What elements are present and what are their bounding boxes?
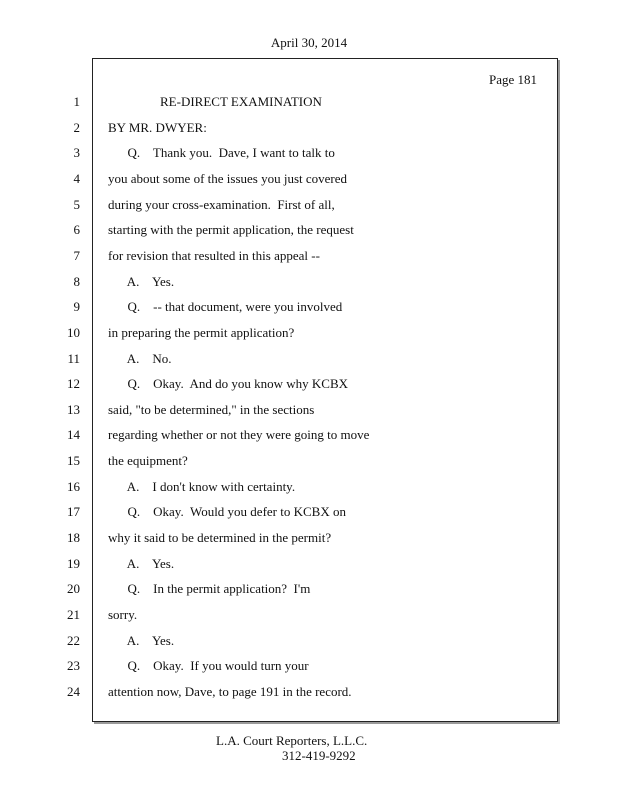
line-number: 20 bbox=[67, 581, 80, 596]
transcript-line-text: sorry. bbox=[108, 607, 138, 622]
transcript-line-text: why it said to be determined in the permit? bbox=[108, 530, 332, 545]
transcript-line-text: Q. Okay. Would you defer to KCBX on bbox=[108, 504, 346, 519]
transcript-line-text: during your cross-examination. First of all, bbox=[108, 197, 335, 212]
line-number: 15 bbox=[67, 453, 80, 468]
transcript-line-text: said, "to be determined," in the sections bbox=[108, 402, 315, 417]
line-number: 24 bbox=[67, 684, 80, 699]
court-reporter-company: L.A. Court Reporters, L.L.C. bbox=[216, 733, 368, 748]
transcript-line-text: attention now, Dave, to page 191 in the record. bbox=[108, 684, 352, 699]
transcript-line-text: A. No. bbox=[108, 351, 172, 366]
line-number: 4 bbox=[73, 171, 80, 186]
line-number: 19 bbox=[67, 556, 80, 571]
transcript-line-text: A. Yes. bbox=[108, 274, 175, 289]
line-number: 16 bbox=[67, 479, 80, 494]
line-number: 2 bbox=[73, 120, 80, 135]
transcript-line-text: the equipment? bbox=[108, 453, 188, 468]
transcript-line-text: Q. Thank you. Dave, I want to talk to bbox=[108, 145, 335, 160]
line-number: 7 bbox=[73, 248, 80, 263]
line-number: 21 bbox=[67, 607, 80, 622]
transcript-date: April 30, 2014 bbox=[270, 35, 348, 50]
line-number: 9 bbox=[73, 299, 80, 314]
transcript-line-text: Q. In the permit application? I'm bbox=[108, 581, 311, 596]
line-number: 6 bbox=[73, 222, 80, 237]
line-number: 11 bbox=[67, 351, 80, 366]
line-number: 10 bbox=[67, 325, 80, 340]
transcript-line-text: in preparing the permit application? bbox=[108, 325, 295, 340]
transcript-line-text: starting with the permit application, the request bbox=[108, 222, 354, 237]
transcript-line-text: you about some of the issues you just covered bbox=[108, 171, 348, 186]
transcript-line-text: BY MR. DWYER: bbox=[108, 120, 207, 135]
transcript-line-text: A. Yes. bbox=[108, 633, 175, 648]
transcript-line-text: Q. Okay. And do you know why KCBX bbox=[108, 376, 349, 391]
line-number: 5 bbox=[73, 197, 80, 212]
page-number: Page 181 bbox=[488, 72, 537, 87]
transcript-line-text: RE-DIRECT EXAMINATION bbox=[108, 94, 322, 109]
transcript-line-text: Q. -- that document, were you involved bbox=[108, 299, 343, 314]
transcript-line-text: for revision that resulted in this appeal -- bbox=[108, 248, 320, 263]
transcript-line-text: A. I don't know with certainty. bbox=[108, 479, 296, 494]
transcript-line-text: A. Yes. bbox=[108, 556, 175, 571]
line-number: 13 bbox=[67, 402, 80, 417]
line-number: 14 bbox=[67, 427, 80, 442]
line-number: 12 bbox=[67, 376, 80, 391]
transcript-line-text: Q. Okay. If you would turn your bbox=[108, 658, 309, 673]
line-number: 23 bbox=[67, 658, 80, 673]
line-number: 17 bbox=[67, 504, 80, 519]
line-number: 8 bbox=[73, 274, 80, 289]
line-number: 1 bbox=[73, 94, 80, 109]
line-number: 22 bbox=[67, 633, 80, 648]
transcript-line-text: regarding whether or not they were going to move bbox=[108, 427, 370, 442]
line-number: 18 bbox=[67, 530, 80, 545]
court-reporter-phone: 312-419-9292 bbox=[282, 748, 356, 763]
line-number: 3 bbox=[73, 145, 80, 160]
